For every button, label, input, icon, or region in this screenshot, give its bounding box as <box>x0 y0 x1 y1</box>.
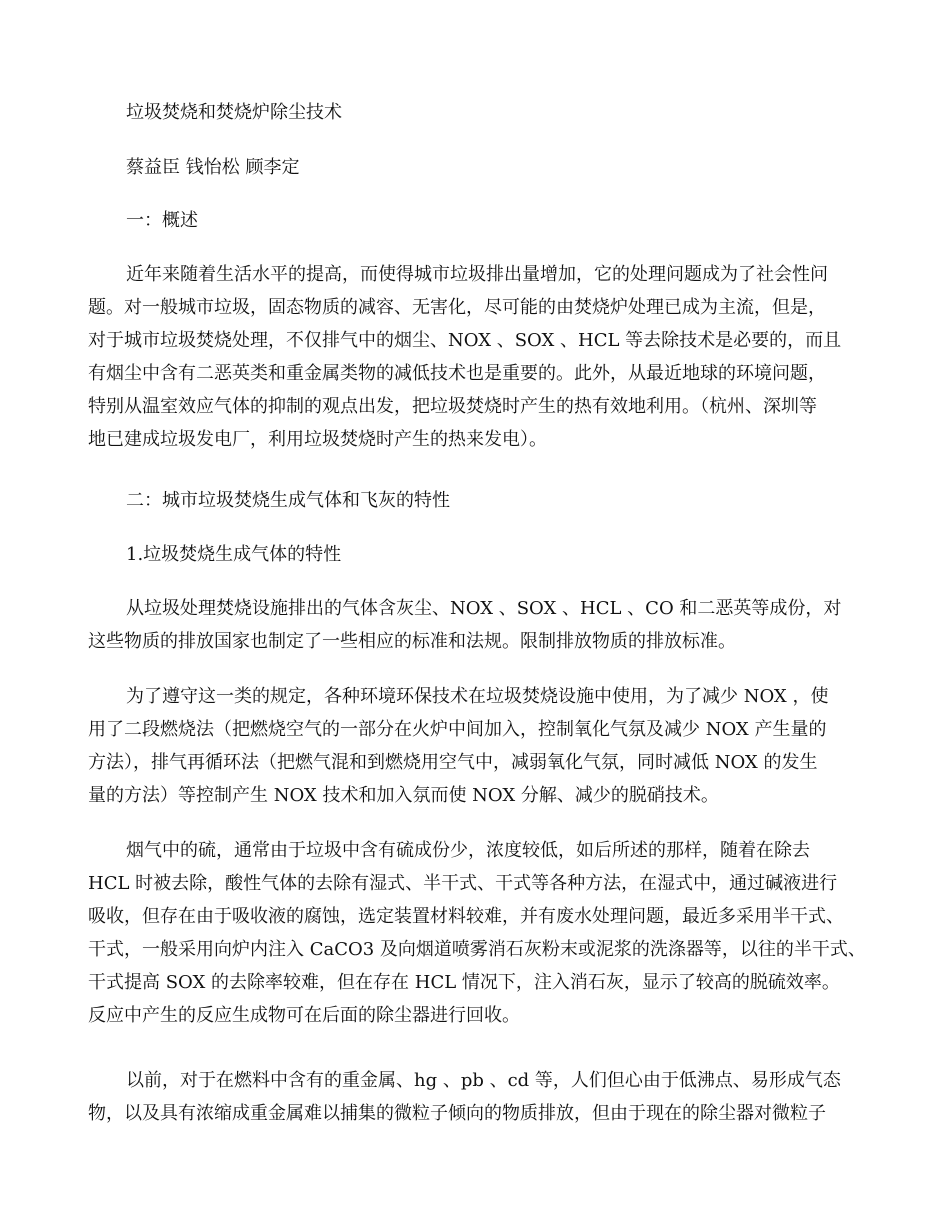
text-line: 物，以及具有浓缩成重金属难以捕集的微粒子倾向的物质排放，但由于现在的除尘器对微粒子 <box>88 1103 826 1124</box>
paragraph-overview <box>88 258 878 456</box>
document-authors: 蔡益臣 钱怡松 顾李定 <box>126 157 300 178</box>
section-heading-gas-ash: 二：城市垃圾焚烧生成气体和飞灰的特性 <box>126 490 450 511</box>
text-line: 量的方法）等控制产生 NOX 技术和加入氛而使 NOX 分解、减少的脱硝技术。 <box>88 785 719 806</box>
text-line: 有烟尘中含有二恶英类和重金属类物的减低技术也是重要的。此外，从最近地球的环境问题， <box>88 363 826 384</box>
text-line: 以前，对于在燃料中含有的重金属、hg 、pb 、cd 等，人们但心由于低沸点、易形成气态 <box>126 1070 841 1091</box>
text-line: 从垃圾处理焚烧设施排出的气体含灰尘、NOX 、SOX 、HCL 、CO 和二恶英等成份，对 <box>126 598 842 619</box>
text-line: 干式提高 SOX 的去除率较难，但在存在 HCL 情况下，注入消石灰，显示了较高的脱硫效率。 <box>88 972 840 993</box>
paragraph-heavy-metals <box>88 1064 878 1130</box>
text-line: 这些物质的排放国家也制定了一些相应的标准和法规。限制排放物质的排放标准。 <box>88 631 736 652</box>
document-title: 垃圾焚烧和焚烧炉除尘技术 <box>126 102 342 123</box>
section-heading-overview: 一：概述 <box>126 210 198 231</box>
text-line: 用了二段燃烧法（把燃烧空气的一部分在火炉中间加入，控制氧化气氛及减少 NOX 产生量的 <box>88 719 827 740</box>
subsection-heading-gas: 1.垃圾焚烧生成气体的特性 <box>126 544 342 565</box>
text-line: 地已建成垃圾发电厂，利用垃圾焚烧时产生的热来发电）。 <box>88 429 547 450</box>
text-line: 吸收，但存在由于吸收液的腐蚀，选定装置材料较难，并有废水处理问题，最近多采用半干式、 <box>88 906 844 927</box>
text-line: 题。对一般城市垃圾，固态物质的减容、无害化，尽可能的由焚烧炉处理已成为主流，但是， <box>88 297 826 318</box>
paragraph-sulfur <box>88 834 878 1032</box>
text-line: 反应中产生的反应生成物可在后面的除尘器进行回收。 <box>88 1005 520 1026</box>
text-line: 为了遵守这一类的规定，各种环境环保技术在垃圾焚烧设施中使用，为了减少 NOX ，使 <box>126 686 829 707</box>
text-line: 近年来随着生活水平的提高，而使得城市垃圾排出量增加，它的处理问题成为了社会性问 <box>126 264 828 285</box>
text-line: 烟气中的硫，通常由于垃圾中含有硫成份少，浓度较低，如后所述的那样，随着在除去 <box>126 840 810 861</box>
text-line: 干式，一般采用向炉内注入 CaCO3 及向烟道喷雾消石灰粉末或泥浆的洗涤器等，以往的半干式、 <box>88 939 866 960</box>
text-line: HCL 时被去除，酸性气体的去除有湿式、半干式、干式等各种方法，在湿式中，通过碱液进行 <box>88 873 838 894</box>
text-line: 对于城市垃圾焚烧处理，不仅排气中的烟尘、NOX 、SOX 、HCL 等去除技术是必要的，而且 <box>88 330 842 351</box>
text-line: 方法），排气再循环法（把燃气混和到燃烧用空气中，减弱氧化气氛，同时减低 NOX 的发生 <box>88 752 818 773</box>
paragraph-emissions <box>88 592 878 658</box>
text-line: 特别从温室效应气体的抑制的观点出发，把垃圾焚烧时产生的热有效地利用。（杭州、深圳等 <box>88 396 817 417</box>
paragraph-nox <box>88 680 878 812</box>
